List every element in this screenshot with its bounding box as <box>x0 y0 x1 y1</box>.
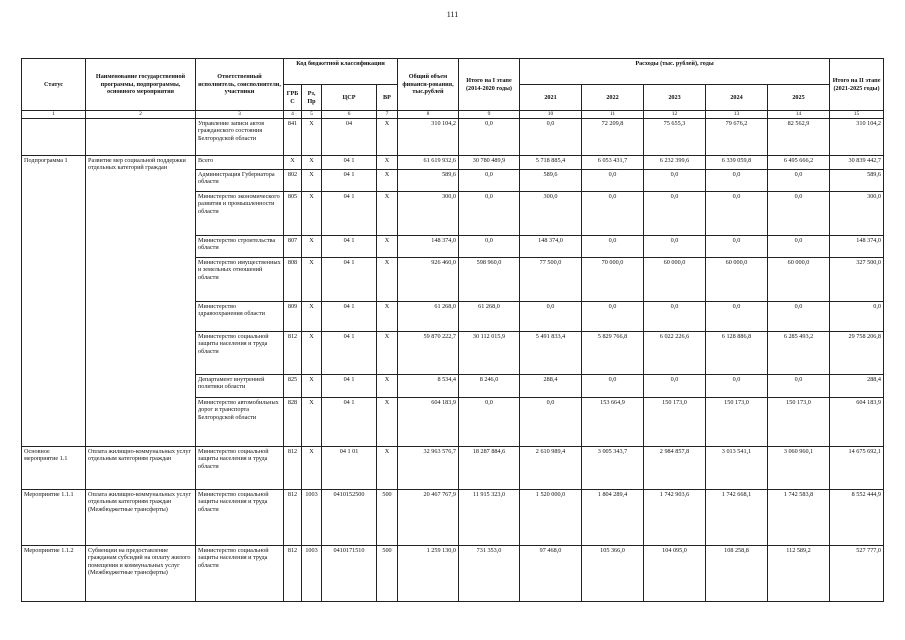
header-year: 2022 <box>582 85 644 111</box>
csr-cell: 04 1 <box>322 301 377 331</box>
year-cell: 150 173,0 <box>706 397 768 446</box>
year-cell: 79 676,2 <box>706 118 768 155</box>
year-cell: 60 000,0 <box>768 257 830 301</box>
year-cell: 3 013 541,1 <box>706 446 768 489</box>
csr-cell: 0410152500 <box>322 489 377 545</box>
rzpr-cell: Х <box>302 397 322 446</box>
stage2-cell: 30 839 442,7 <box>830 155 884 169</box>
stage1-cell: 18 287 884,6 <box>459 446 520 489</box>
executor-cell: Министерство социальной защиты населения и труда области <box>196 545 284 601</box>
stage1-cell: 0,0 <box>459 397 520 446</box>
year-cell: 0,0 <box>706 191 768 235</box>
vr-cell: Х <box>377 169 398 191</box>
vr-cell: Х <box>377 374 398 397</box>
year-cell: 2 610 989,4 <box>520 446 582 489</box>
total-cell: 604 183,9 <box>398 397 459 446</box>
year-cell: 0,0 <box>768 191 830 235</box>
year-cell: 60 000,0 <box>706 257 768 301</box>
vr-cell: Х <box>377 235 398 257</box>
grbs-cell: 805 <box>284 191 302 235</box>
executor-cell: Администрация Губернатора области <box>196 169 284 191</box>
csr-cell: 04 1 <box>322 397 377 446</box>
header-grbs: ГРБ С <box>284 85 302 111</box>
year-cell: 0,0 <box>706 301 768 331</box>
year-cell: 0,0 <box>582 169 644 191</box>
executor-cell: Министерство строительства области <box>196 235 284 257</box>
rzpr-cell: Х <box>302 235 322 257</box>
year-cell: 0,0 <box>768 301 830 331</box>
column-index: 12 <box>644 111 706 119</box>
stage2-cell: 8 552 444,9 <box>830 489 884 545</box>
executor-cell: Министерство экономического развития и промышленности области <box>196 191 284 235</box>
table-row <box>22 118 884 155</box>
header-executor: Ответственный исполнитель, соисполнители, участники <box>196 59 284 111</box>
year-cell: 1 742 583,8 <box>768 489 830 545</box>
year-cell: 300,0 <box>520 191 582 235</box>
total-cell: 1 259 130,0 <box>398 545 459 601</box>
year-cell: 82 562,9 <box>768 118 830 155</box>
total-cell: 59 870 222,7 <box>398 331 459 374</box>
header-year: 2025 <box>768 85 830 111</box>
vr-cell: Х <box>377 301 398 331</box>
executor-cell: Министерство социальной защиты населения и труда области <box>196 331 284 374</box>
stage2-cell: 148 374,0 <box>830 235 884 257</box>
year-cell: 589,6 <box>520 169 582 191</box>
status-cell: Подпрограмма 1 <box>22 155 86 446</box>
header-year: 2021 <box>520 85 582 111</box>
vr-cell: Х <box>377 397 398 446</box>
rzpr-cell: Х <box>302 301 322 331</box>
total-cell: 589,6 <box>398 169 459 191</box>
year-cell: 1 804 289,4 <box>582 489 644 545</box>
csr-cell: 04 1 <box>322 155 377 169</box>
header-budget-code: Код бюджетной классификации <box>284 59 398 85</box>
header-program-name: Наименование государственной программы, подпрограммы, основного мероприятия <box>86 59 196 111</box>
stage2-cell: 0,0 <box>830 301 884 331</box>
column-index: 9 <box>459 111 520 119</box>
year-cell: 6 232 399,6 <box>644 155 706 169</box>
header-vr: ВР <box>377 85 398 111</box>
status-cell <box>22 118 86 155</box>
header-total-volume: Общий объем финанси-рования, тыс.рублей <box>398 59 459 111</box>
rzpr-cell: 1003 <box>302 545 322 601</box>
rzpr-cell: Х <box>302 191 322 235</box>
column-index: 5 <box>302 111 322 119</box>
year-cell: 75 655,3 <box>644 118 706 155</box>
program-cell: Развитие мер социальной поддержки отдельных категорий граждан <box>86 155 196 446</box>
grbs-cell: 809 <box>284 301 302 331</box>
vr-cell: Х <box>377 118 398 155</box>
total-cell: 61 268,0 <box>398 301 459 331</box>
page-number: 111 <box>446 10 459 19</box>
table-row <box>22 155 884 169</box>
year-cell: 0,0 <box>768 235 830 257</box>
program-cell: Субвенции на предоставление гражданам субсидий на оплату жилого помещения и коммунальных услуг (Межбюджетные трансферты) <box>86 545 196 601</box>
year-cell: 0,0 <box>644 374 706 397</box>
total-cell: 61 619 932,6 <box>398 155 459 169</box>
year-cell: 0,0 <box>644 169 706 191</box>
total-cell: 148 374,0 <box>398 235 459 257</box>
year-cell: 153 664,9 <box>582 397 644 446</box>
year-cell: 0,0 <box>520 397 582 446</box>
vr-cell: Х <box>377 331 398 374</box>
stage2-cell: 604 183,9 <box>830 397 884 446</box>
table-row <box>22 446 884 489</box>
executor-cell: Всего <box>196 155 284 169</box>
total-cell: 926 460,0 <box>398 257 459 301</box>
year-cell: 0,0 <box>644 301 706 331</box>
program-cell <box>86 118 196 155</box>
csr-cell: 04 1 <box>322 257 377 301</box>
year-cell: 288,4 <box>520 374 582 397</box>
total-cell: 32 963 576,7 <box>398 446 459 489</box>
column-index: 15 <box>830 111 884 119</box>
vr-cell: Х <box>377 155 398 169</box>
program-cell: Оплата жилищно-коммунальных услуг отдельным категориям граждан <box>86 446 196 489</box>
year-cell: 0,0 <box>582 374 644 397</box>
vr-cell: Х <box>377 446 398 489</box>
year-cell: 1 742 903,6 <box>644 489 706 545</box>
executor-cell: Министерство имущественных и земельных отношений области <box>196 257 284 301</box>
column-index: 13 <box>706 111 768 119</box>
year-cell: 104 095,0 <box>644 545 706 601</box>
executor-cell: Министерство автомобильных дорог и транспорта Белгородской области <box>196 397 284 446</box>
stage2-cell: 14 675 692,1 <box>830 446 884 489</box>
year-cell: 1 520 000,0 <box>520 489 582 545</box>
column-index: 6 <box>322 111 377 119</box>
year-cell: 0,0 <box>520 301 582 331</box>
stage1-cell: 61 268,0 <box>459 301 520 331</box>
year-cell: 0,0 <box>582 191 644 235</box>
year-cell: 5 718 885,4 <box>520 155 582 169</box>
stage1-cell: 0,0 <box>459 235 520 257</box>
column-index: 2 <box>86 111 196 119</box>
grbs-cell: 812 <box>284 446 302 489</box>
year-cell: 6 053 431,7 <box>582 155 644 169</box>
year-cell: 0,0 <box>582 301 644 331</box>
stage2-cell: 589,6 <box>830 169 884 191</box>
header-stage2-total: Итого на II этапе (2021-2025 годы) <box>830 59 884 111</box>
column-index: 14 <box>768 111 830 119</box>
table-row <box>22 545 884 601</box>
column-index: 8 <box>398 111 459 119</box>
header-year: 2024 <box>706 85 768 111</box>
total-cell: 300,0 <box>398 191 459 235</box>
stage1-cell: 30 112 015,9 <box>459 331 520 374</box>
rzpr-cell: 1003 <box>302 489 322 545</box>
header-csr: ЦСР <box>322 85 377 111</box>
year-cell: 105 366,0 <box>582 545 644 601</box>
year-cell: 112 589,2 <box>768 545 830 601</box>
rzpr-cell: Х <box>302 446 322 489</box>
year-cell: 0,0 <box>520 118 582 155</box>
year-cell: 5 491 833,4 <box>520 331 582 374</box>
vr-cell: 500 <box>377 545 398 601</box>
year-cell: 6 285 493,2 <box>768 331 830 374</box>
column-index: 7 <box>377 111 398 119</box>
year-cell: 0,0 <box>706 374 768 397</box>
stage2-cell: 288,4 <box>830 374 884 397</box>
column-index: 4 <box>284 111 302 119</box>
total-cell: 20 467 767,9 <box>398 489 459 545</box>
header-rzpr: Рз, Пр <box>302 85 322 111</box>
stage1-cell: 11 915 323,0 <box>459 489 520 545</box>
year-cell: 6 128 886,8 <box>706 331 768 374</box>
year-cell: 0,0 <box>706 169 768 191</box>
csr-cell: 04 1 <box>322 169 377 191</box>
column-index: 11 <box>582 111 644 119</box>
year-cell: 150 173,0 <box>768 397 830 446</box>
year-cell: 3 005 343,7 <box>582 446 644 489</box>
grbs-cell: 812 <box>284 331 302 374</box>
stage1-cell: 30 780 489,9 <box>459 155 520 169</box>
year-cell: 60 000,0 <box>644 257 706 301</box>
year-cell: 0,0 <box>768 169 830 191</box>
year-cell: 6 339 059,8 <box>706 155 768 169</box>
stage1-cell: 0,0 <box>459 118 520 155</box>
column-index-row <box>22 111 884 119</box>
year-cell: 0,0 <box>644 235 706 257</box>
executor-cell: Министерство здравоохранения области <box>196 301 284 331</box>
year-cell: 97 468,0 <box>520 545 582 601</box>
total-cell: 310 104,2 <box>398 118 459 155</box>
grbs-cell: 825 <box>284 374 302 397</box>
table-row <box>22 489 884 545</box>
total-cell: 8 534,4 <box>398 374 459 397</box>
vr-cell: Х <box>377 191 398 235</box>
year-cell: 3 060 960,1 <box>768 446 830 489</box>
budget-table <box>21 58 884 602</box>
stage2-cell: 327 500,0 <box>830 257 884 301</box>
stage2-cell: 29 758 206,8 <box>830 331 884 374</box>
year-cell: 108 258,8 <box>706 545 768 601</box>
stage1-cell: 8 246,0 <box>459 374 520 397</box>
year-cell: 150 173,0 <box>644 397 706 446</box>
rzpr-cell: Х <box>302 169 322 191</box>
grbs-cell: 802 <box>284 169 302 191</box>
year-cell: 0,0 <box>644 191 706 235</box>
header-expenses: Расходы (тыс. рублей), годы <box>520 59 830 85</box>
grbs-cell: 812 <box>284 545 302 601</box>
csr-cell: 04 <box>322 118 377 155</box>
vr-cell: 500 <box>377 489 398 545</box>
stage1-cell: 598 960,0 <box>459 257 520 301</box>
stage1-cell: 0,0 <box>459 191 520 235</box>
header-year: 2023 <box>644 85 706 111</box>
year-cell: 5 829 766,8 <box>582 331 644 374</box>
year-cell: 70 000,0 <box>582 257 644 301</box>
stage2-cell: 300,0 <box>830 191 884 235</box>
year-cell: 0,0 <box>706 235 768 257</box>
csr-cell: 04 1 01 <box>322 446 377 489</box>
executor-cell: Департамент внутренней политики области <box>196 374 284 397</box>
rzpr-cell: Х <box>302 331 322 374</box>
year-cell: 0,0 <box>768 374 830 397</box>
column-index: 10 <box>520 111 582 119</box>
rzpr-cell: Х <box>302 155 322 169</box>
status-cell: Основное мероприятие 1.1 <box>22 446 86 489</box>
grbs-cell: 841 <box>284 118 302 155</box>
rzpr-cell: Х <box>302 257 322 301</box>
csr-cell: 0410171510 <box>322 545 377 601</box>
stage1-cell: 0,0 <box>459 169 520 191</box>
grbs-cell: Х <box>284 155 302 169</box>
grbs-cell: 828 <box>284 397 302 446</box>
vr-cell: Х <box>377 257 398 301</box>
csr-cell: 04 1 <box>322 331 377 374</box>
stage1-cell: 731 353,0 <box>459 545 520 601</box>
year-cell: 1 742 668,1 <box>706 489 768 545</box>
status-cell: Мероприятие 1.1.1 <box>22 489 86 545</box>
grbs-cell: 812 <box>284 489 302 545</box>
stage2-cell: 527 777,0 <box>830 545 884 601</box>
stage2-cell: 310 104,2 <box>830 118 884 155</box>
year-cell: 6 495 666,2 <box>768 155 830 169</box>
rzpr-cell: Х <box>302 118 322 155</box>
rzpr-cell: Х <box>302 374 322 397</box>
year-cell: 6 022 226,6 <box>644 331 706 374</box>
status-cell: Мероприятие 1.1.2 <box>22 545 86 601</box>
year-cell: 77 500,0 <box>520 257 582 301</box>
executor-cell: Управление записи актов гражданского состояния Белгородской области <box>196 118 284 155</box>
csr-cell: 04 1 <box>322 191 377 235</box>
year-cell: 2 984 857,8 <box>644 446 706 489</box>
csr-cell: 04 1 <box>322 235 377 257</box>
grbs-cell: 807 <box>284 235 302 257</box>
grbs-cell: 808 <box>284 257 302 301</box>
year-cell: 148 374,0 <box>520 235 582 257</box>
program-cell: Оплата жилищно-коммунальных услуг отдельным категориям граждан (Межбюджетные трансферты) <box>86 489 196 545</box>
year-cell: 0,0 <box>582 235 644 257</box>
csr-cell: 04 1 <box>322 374 377 397</box>
executor-cell: Министерство социальной защиты населения и труда области <box>196 489 284 545</box>
column-index: 1 <box>22 111 86 119</box>
header-status: Статус <box>22 59 86 111</box>
column-index: 3 <box>196 111 284 119</box>
header-stage1-total: Итого на I этапе (2014-2020 годы) <box>459 59 520 111</box>
year-cell: 72 209,8 <box>582 118 644 155</box>
executor-cell: Министерство социальной защиты населения и труда области <box>196 446 284 489</box>
